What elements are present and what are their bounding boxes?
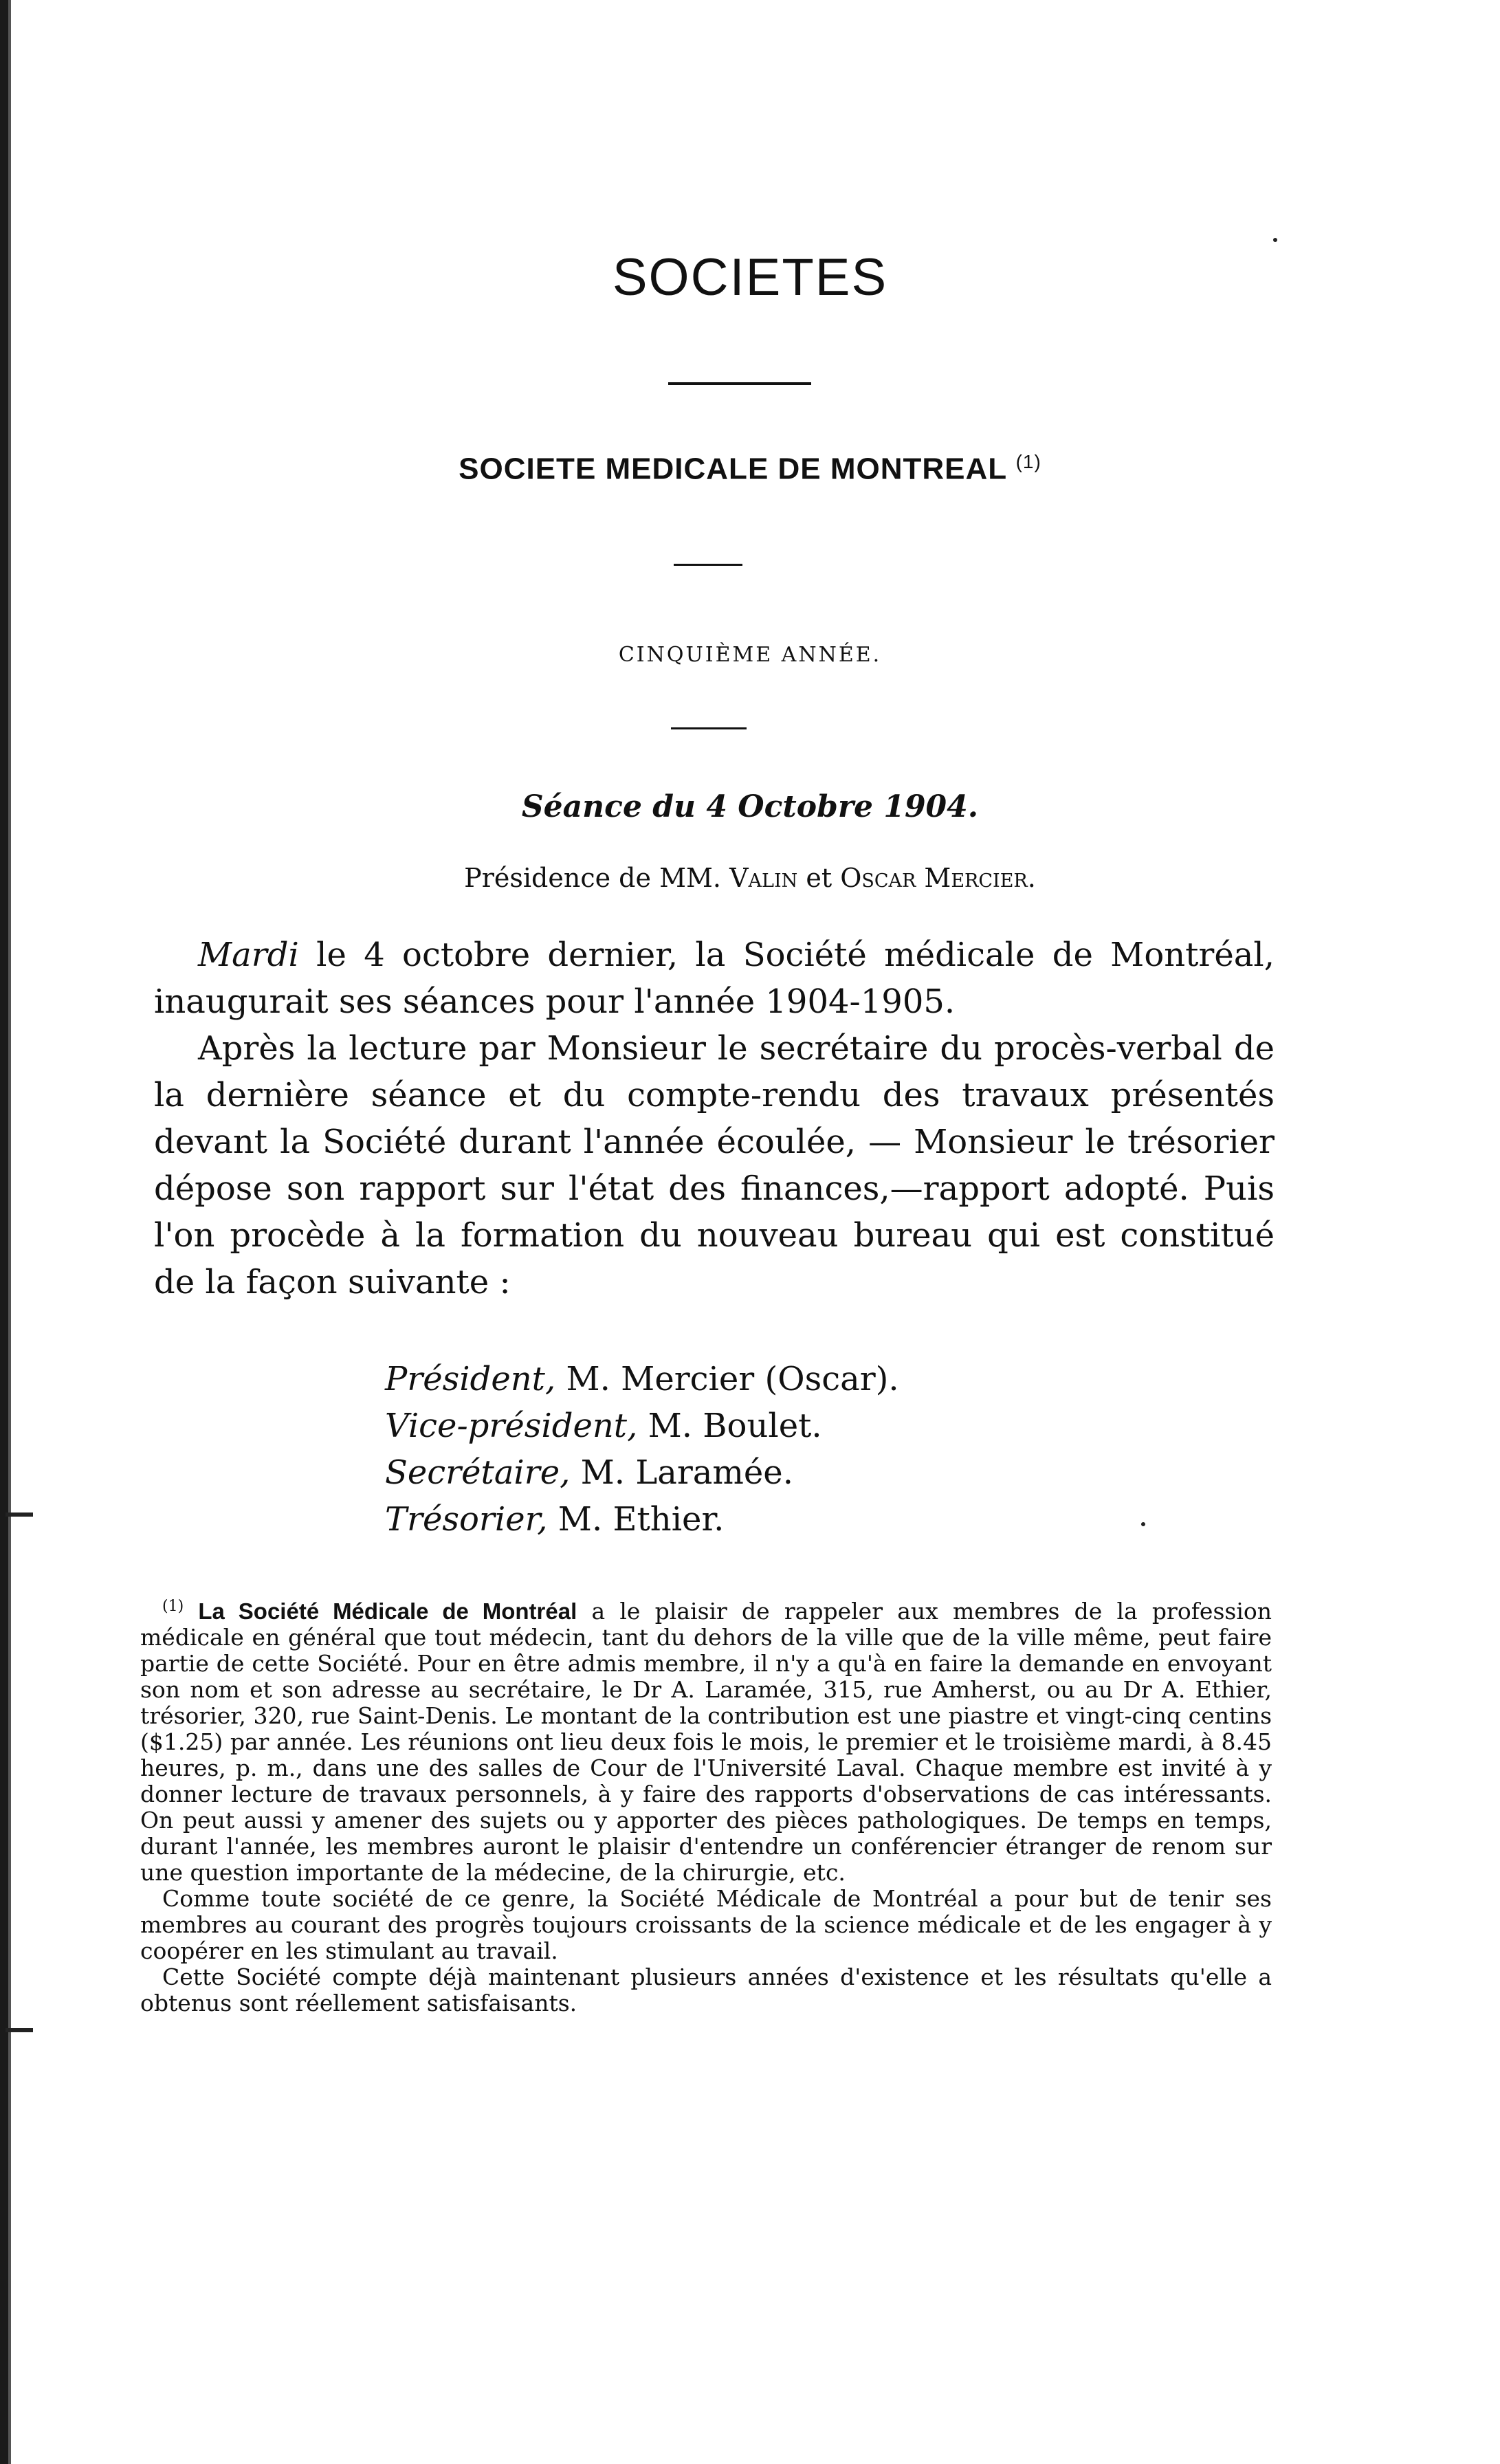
- year-label: CINQUIÈME ANNÉE.: [618, 643, 882, 667]
- president-name-1: Valin: [729, 863, 798, 893]
- binding-mark: [5, 1512, 33, 1517]
- scan-speck: [1141, 1522, 1145, 1526]
- officer-role: Secrétaire,: [385, 1453, 571, 1492]
- presidency-joiner: et: [806, 863, 832, 893]
- subtitle-divider: [674, 564, 742, 566]
- officer-name: M. Laramée.: [580, 1453, 793, 1492]
- report-body: [154, 932, 1275, 1306]
- section-subtitle: [0, 451, 1500, 487]
- title-divider: [668, 382, 811, 385]
- footnote-reference: (1): [1015, 451, 1041, 472]
- binding-mark: [5, 2028, 33, 2032]
- footnote-paragraph-1: [140, 1594, 1272, 1886]
- intro-paragraph: [154, 932, 1275, 1025]
- year-divider: [671, 727, 747, 729]
- presidency-line: [0, 863, 1500, 893]
- officer-role: Trésorier,: [385, 1500, 548, 1539]
- proceedings-paragraph: Après la lecture par Monsieur le secrétaire du procès-verbal de la dernière séance et du compte-rendu des travaux présentés devant la Société durant l'année écoulée, — Monsieur le trésorier dépose son rapport sur l'état des finances,—rapport adopté. Puis l'on procède à la formation du nouveau bureau qui est constitué de la façon suivante :: [154, 1029, 1275, 1301]
- officer-secretary: [385, 1449, 899, 1496]
- presidency-prefix: Présidence de MM.: [464, 863, 721, 893]
- officer-vice-president: [385, 1402, 899, 1449]
- officer-treasurer: [385, 1496, 899, 1543]
- subtitle-text: SOCIETE MEDICALE DE MONTREAL: [459, 452, 1007, 486]
- officer-role: Vice-président,: [385, 1407, 638, 1445]
- officer-name: M. Ethier.: [558, 1500, 725, 1539]
- footnote: [140, 1594, 1272, 2016]
- footnote-paragraph-2: Comme toute société de ce genre, la Société Médicale de Montréal a pour but de tenir ses membres au courant des progrès toujours croissants de la science médicale et de les engager à y coopérer en les stimulant au travail.: [140, 1885, 1272, 1964]
- footnote-lead: La Société Médicale de Montréal: [198, 1598, 577, 1624]
- intro-lead: Mardi: [198, 936, 299, 974]
- page-title: SOCIETES: [612, 248, 888, 307]
- page-binding-edge: [0, 0, 15, 2464]
- intro-text: le 4 octobre dernier, la Société médicale de Montréal, inaugurait ses séances pour l'année 1904-1905.: [154, 936, 1275, 1021]
- footnote-paragraph-3: Cette Société compte déjà maintenant plusieurs années d'existence et les résultats qu'elle a obtenus sont réellement satisfaisants.: [140, 1964, 1272, 2016]
- footnote-text: a le plaisir de rappeler aux membres de la profession médicale en général que tout médecin, tant du dehors de la ville que de la ville même, peut faire partie de cette Société. Pour en être admis membre, il n'y a qu'à en faire la demande en envoyant son nom et son adresse au secrétaire, le Dr A. Laramée, 315, rue Amherst, ou au Dr A. Ethier, trésorier, 320, rue Saint-Denis. Le montant de la contribution est une piastre et vingt-cinq centins ($1.25) par année. Les réunions ont lieu deux fois le mois, le premier et le troisième mardi, à 8.45 heures, p. m., dans une des salles de Cour de l'Université Laval. Chaque membre est invité à y donner lecture de travaux personnels, à y faire des rapports d'observations de cas intéressants. On peut aussi y amener des sujets ou y apporter des pièces pathologiques. De temps en temps, durant l'année, les membres auront le plaisir d'entendre un conférencier étranger de renom sur une question importante de la médecine, de la chirurgie, etc.: [140, 1598, 1272, 1886]
- president-name-2: Oscar Mercier.: [840, 863, 1036, 893]
- session-heading: Séance du 4 Octobre 1904.: [521, 789, 979, 824]
- officer-role: Président,: [385, 1360, 556, 1398]
- footnote-marker: (1): [162, 1598, 184, 1615]
- officer-list: [385, 1356, 899, 1543]
- officer-president: [385, 1356, 899, 1402]
- officer-name: M. Mercier (Oscar).: [566, 1360, 899, 1398]
- officer-name: M. Boulet.: [648, 1407, 822, 1445]
- scan-speck: [1273, 238, 1277, 242]
